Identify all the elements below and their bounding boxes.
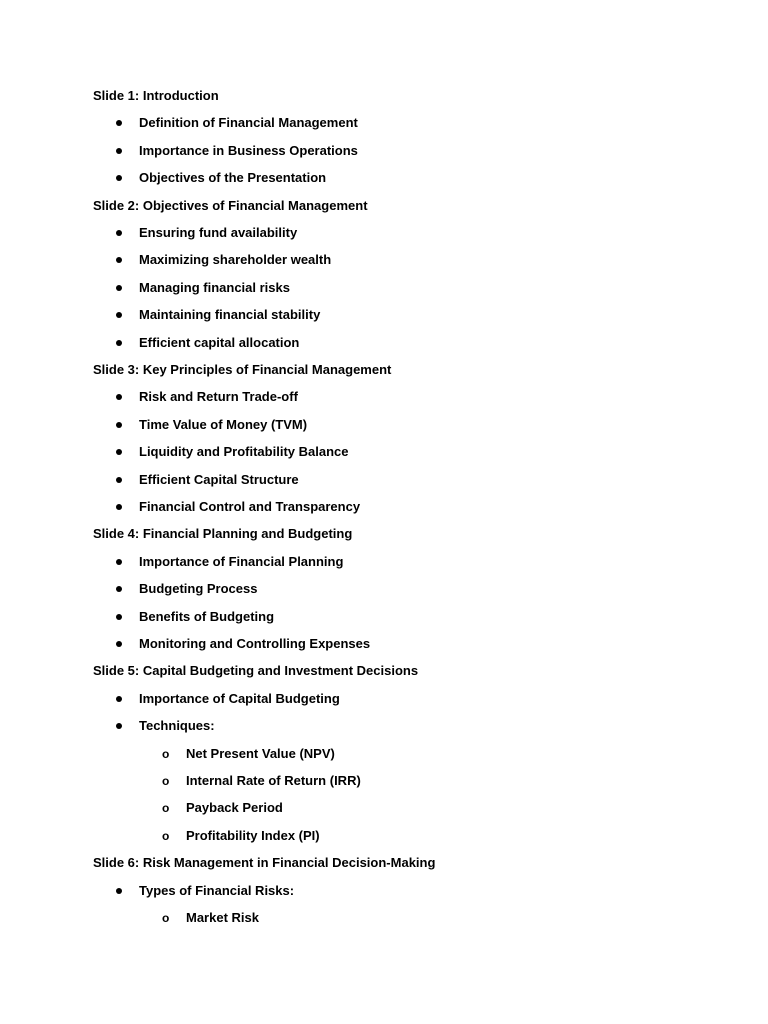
- bullet-item: Managing financial risks: [139, 280, 290, 295]
- bullet-item: Maximizing shareholder wealth: [139, 252, 332, 267]
- bullet-dot-icon: [116, 723, 122, 729]
- bullet-item: Importance of Capital Budgeting: [139, 691, 340, 706]
- bullet-item: Budgeting Process: [139, 581, 258, 596]
- slide-heading: Slide 3: Key Principles of Financial Management: [93, 362, 392, 377]
- bullet-item: Benefits of Budgeting: [139, 609, 275, 624]
- slide-heading: Slide 5: Capital Budgeting and Investment Decisions: [93, 663, 419, 678]
- bullet-dot-icon: [116, 477, 122, 483]
- bullet-dot-icon: [116, 696, 122, 702]
- bullet-dot-icon: [116, 340, 122, 346]
- sub-bullet-marker: o: [162, 774, 170, 788]
- bullet-item: Definition of Financial Management: [139, 115, 358, 130]
- bullet-dot-icon: [116, 422, 122, 428]
- bullet-item: Time Value of Money (TVM): [139, 417, 308, 432]
- bullet-dot-icon: [116, 175, 122, 181]
- sub-bullet-item: Market Risk: [186, 910, 259, 925]
- bullet-item: Risk and Return Trade-off: [139, 389, 298, 404]
- sub-bullet-marker: o: [162, 747, 170, 761]
- sub-bullet-marker: o: [162, 801, 170, 815]
- sub-bullet-item: Payback Period: [186, 800, 283, 815]
- bullet-dot-icon: [116, 257, 122, 263]
- sub-bullet-marker: o: [162, 911, 170, 925]
- bullet-item: Maintaining financial stability: [139, 307, 321, 322]
- bullet-dot-icon: [116, 504, 122, 510]
- bullet-item: Efficient Capital Structure: [139, 472, 299, 487]
- bullet-dot-icon: [116, 230, 122, 236]
- bullet-item: Financial Control and Transparency: [139, 499, 361, 514]
- bullet-dot-icon: [116, 312, 122, 318]
- bullet-item: Techniques:: [139, 718, 215, 733]
- bullet-item: Importance in Business Operations: [139, 143, 358, 158]
- sub-bullet-item: Profitability Index (PI): [186, 828, 320, 843]
- slide-heading: Slide 4: Financial Planning and Budgeting: [93, 526, 353, 541]
- bullet-item: Importance of Financial Planning: [139, 554, 344, 569]
- sub-bullet-marker: o: [162, 829, 170, 843]
- bullet-dot-icon: [116, 586, 122, 592]
- bullet-dot-icon: [116, 394, 122, 400]
- sub-bullet-item: Internal Rate of Return (IRR): [186, 773, 361, 788]
- bullet-dot-icon: [116, 641, 122, 647]
- slide-heading: Slide 2: Objectives of Financial Management: [93, 198, 368, 213]
- bullet-dot-icon: [116, 559, 122, 565]
- bullet-dot-icon: [116, 120, 122, 126]
- bullet-dot-icon: [116, 148, 122, 154]
- bullet-dot-icon: [116, 285, 122, 291]
- slide-heading: Slide 1: Introduction: [93, 88, 219, 103]
- bullet-item: Objectives of the Presentation: [139, 170, 327, 185]
- sub-bullet-item: Net Present Value (NPV): [186, 746, 335, 761]
- bullet-item: Ensuring fund availability: [139, 225, 298, 240]
- bullet-dot-icon: [116, 888, 122, 894]
- slide-heading: Slide 6: Risk Management in Financial Decision-Making: [93, 855, 436, 870]
- bullet-item: Types of Financial Risks:: [139, 883, 295, 898]
- bullet-item: Efficient capital allocation: [139, 335, 300, 350]
- bullet-item: Liquidity and Profitability Balance: [139, 444, 349, 459]
- bullet-dot-icon: [116, 449, 122, 455]
- bullet-dot-icon: [116, 614, 122, 620]
- bullet-item: Monitoring and Controlling Expenses: [139, 636, 371, 651]
